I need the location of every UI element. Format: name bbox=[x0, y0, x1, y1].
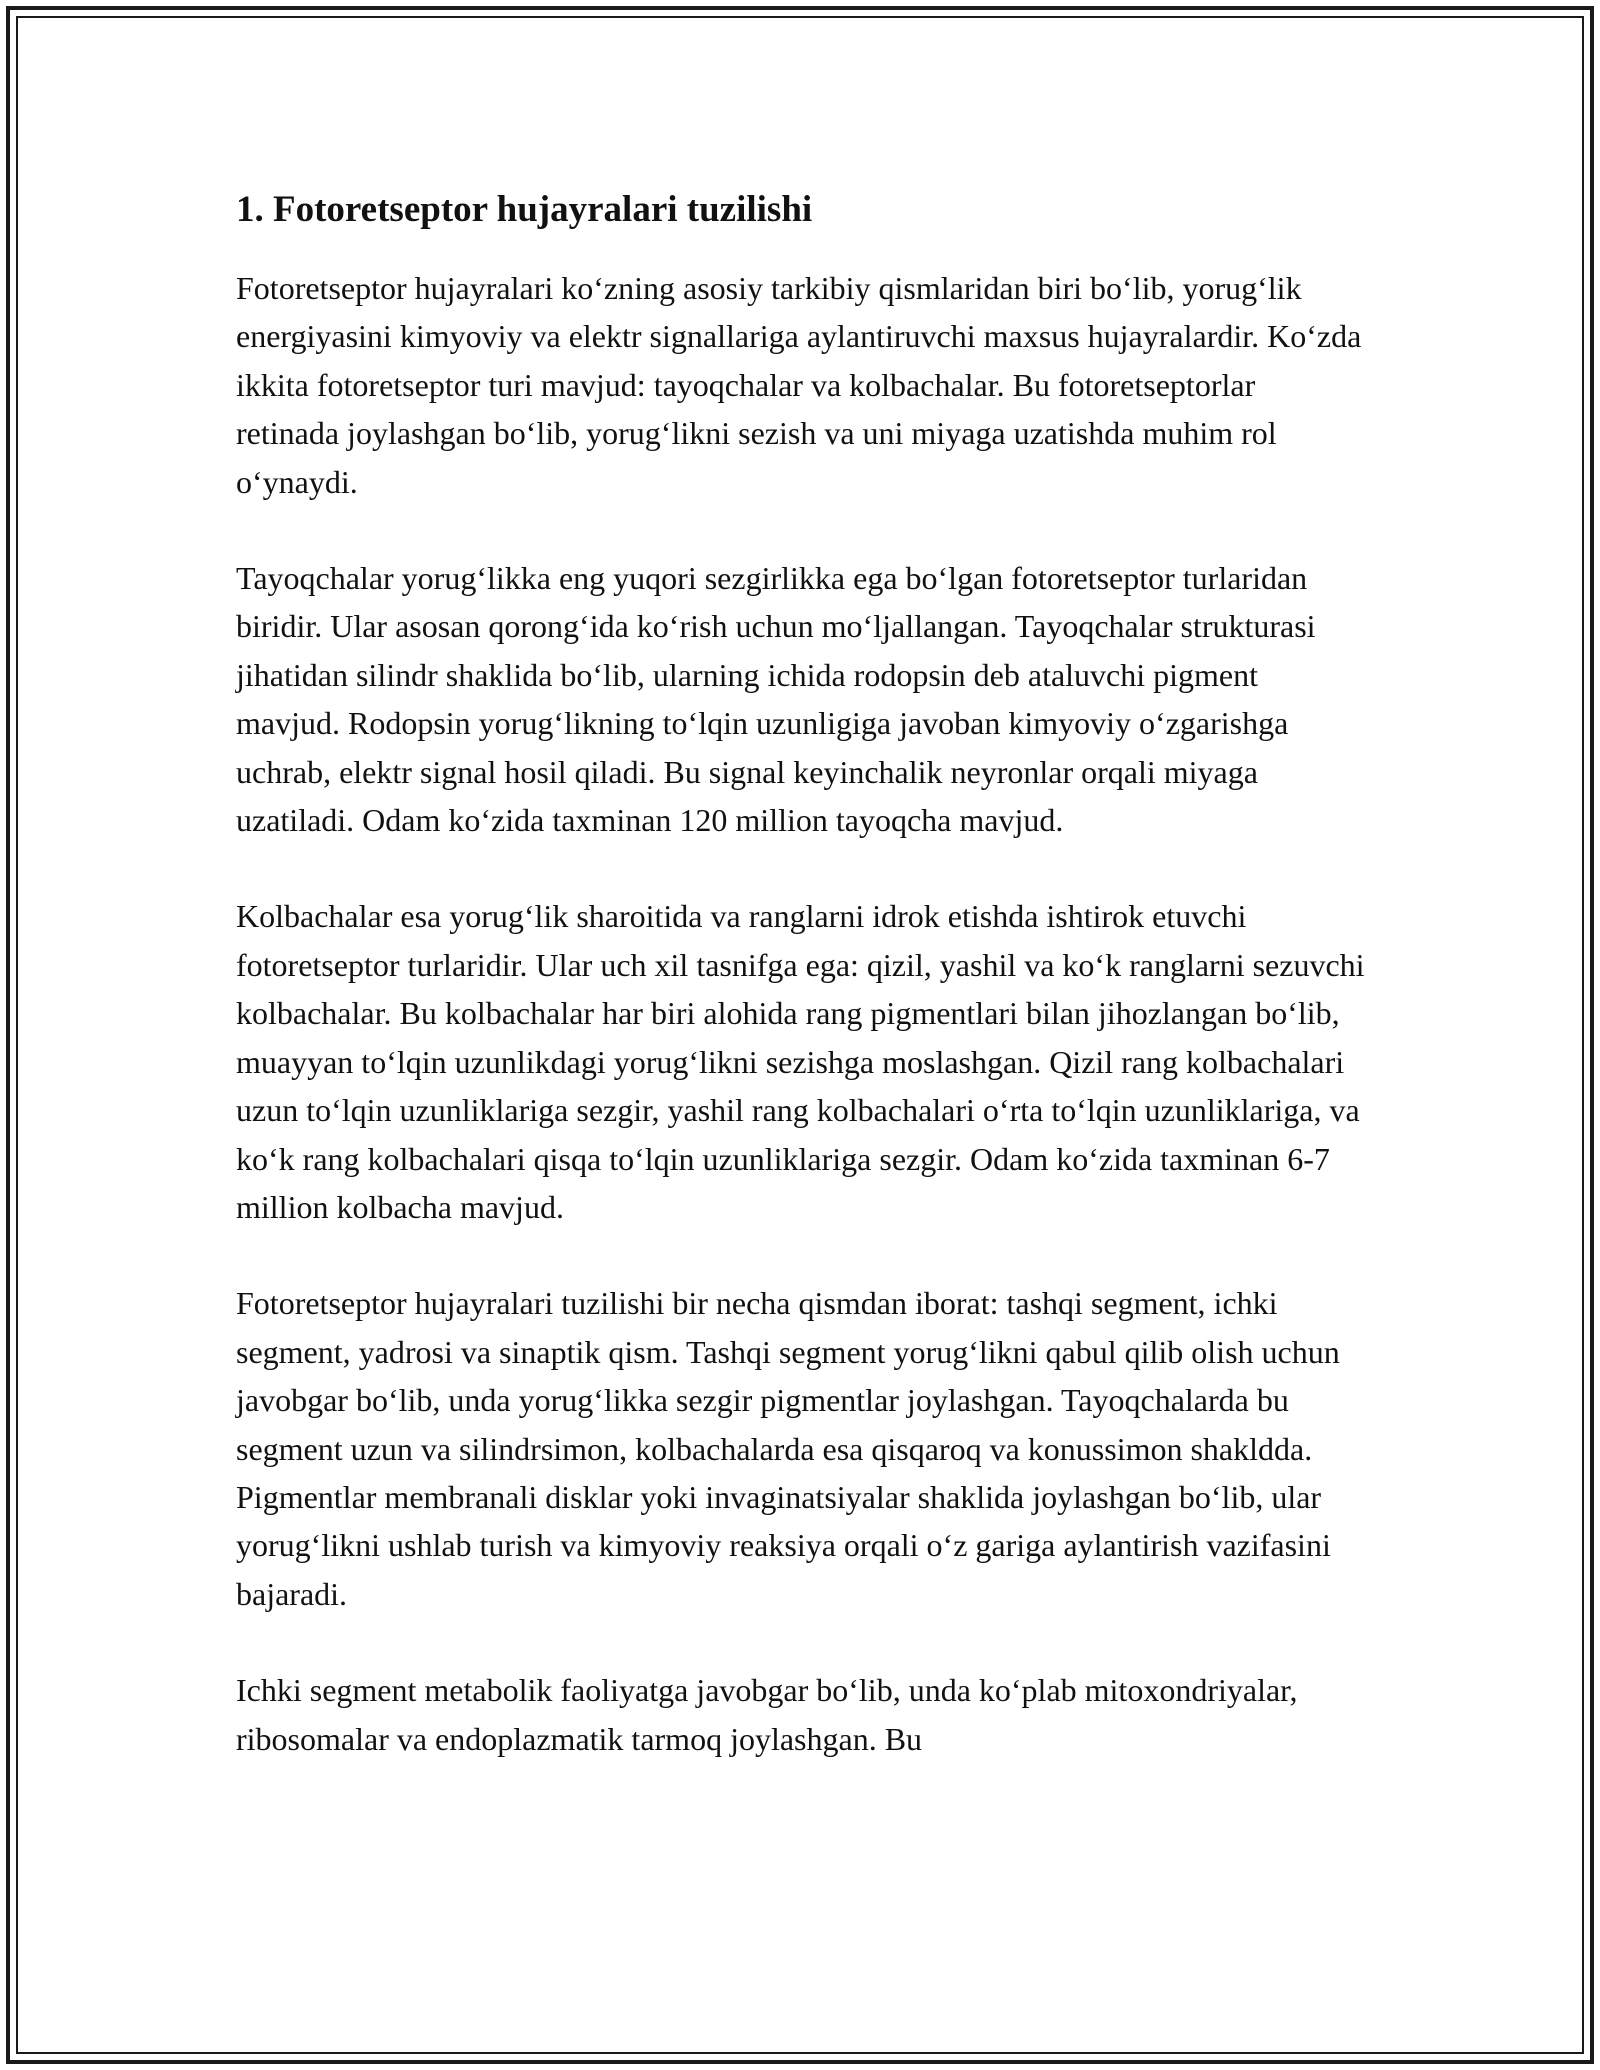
section-heading: 1. Fotoretseptor hujayralari tuzilishi bbox=[236, 189, 813, 230]
paragraph-cones: Kolbachalar esa yorugʻlik sharoitida va ranglarni idrok etishda ishtirok etuvchi fotoretseptor turlaridir. Ular uch xil tasnifga ega: qizil, yashil va koʻk ranglarni sezuvchi kolbachalar. Bu kolbachalar har biri alohida rang pigmentlari bilan jihozlangan boʻlib, muayyan toʻlqin uzunlikdagi yorugʻlikni sezishga moslashgan. Qizil rang kolbachalari uzun toʻlqin uzunliklariga sezgir, yashil rang kolbachalari oʻrta toʻlqin uzunliklariga, va koʻk rang kolbachalari qisqa toʻlqin uzunliklariga sezgir. Odam koʻzida taxminan 6-7 million kolbacha mavjud. bbox=[236, 898, 1365, 1225]
paragraph-intro: Fotoretseptor hujayralari koʻzning asosiy tarkibiy qismlaridan biri boʻlib, yorugʻlik energiyasini kimyoviy va elektr signallariga aylantiruvchi maxsus hujayralardir. Koʻzda ikkita fotoretseptor turi mavjud: tayoqchalar va kolbachalar. Bu fotoretseptorlar retinada joylashgan boʻlib, yorugʻlikni sezish va uni miyaga uzatishda muhim rol oʻynaydi. bbox=[236, 270, 1362, 500]
paragraph-inner-segment: Ichki segment metabolik faoliyatga javobgar boʻlib, unda koʻplab mitoxondriyalar, ribosomalar va endoplazmatik tarmoq joylashgan. Bu bbox=[236, 1672, 1298, 1757]
document-body bbox=[236, 186, 1366, 1811]
paragraph-rods: Tayoqchalar yorugʻlikka eng yuqori sezgirlikka ega boʻlgan fotoretseptor turlaridan biridir. Ular asosan qorongʻida koʻrish uchun moʻljallangan. Tayoqchalar strukturasi jihatidan silindr shaklida boʻlib, ularning ichida rodopsin deb ataluvchi pigment mavjud. Rodopsin yorugʻlikning toʻlqin uzunligiga javoban kimyoviy oʻzgarishga uchrab, elektr signal hosil qiladi. Bu signal keyinchalik neyronlar orqali miyaga uzatiladi. Odam koʻzida taxminan 120 million tayoqcha mavjud. bbox=[236, 560, 1316, 839]
paragraph-structure: Fotoretseptor hujayralari tuzilishi bir necha qismdan iborat: tashqi segment, ichki segment, yadrosi va sinaptik qism. Tashqi segment yorugʻlikni qabul qilib olish uchun javobgar boʻlib, unda yorugʻlikka sezgir pigmentlar joylashgan. Tayoqchalarda bu segment uzun va silindrsimon, kolbachalarda esa qisqaroq va konussimon shakldda. Pigmentlar membranali disklar yoki invaginatsiyalar shaklida joylashgan boʻlib, ular yorugʻlikni ushlab turish va kimyoviy reaksiya orqali oʻz gariga aylantirish vazifasini bajaradi. bbox=[236, 1285, 1340, 1612]
